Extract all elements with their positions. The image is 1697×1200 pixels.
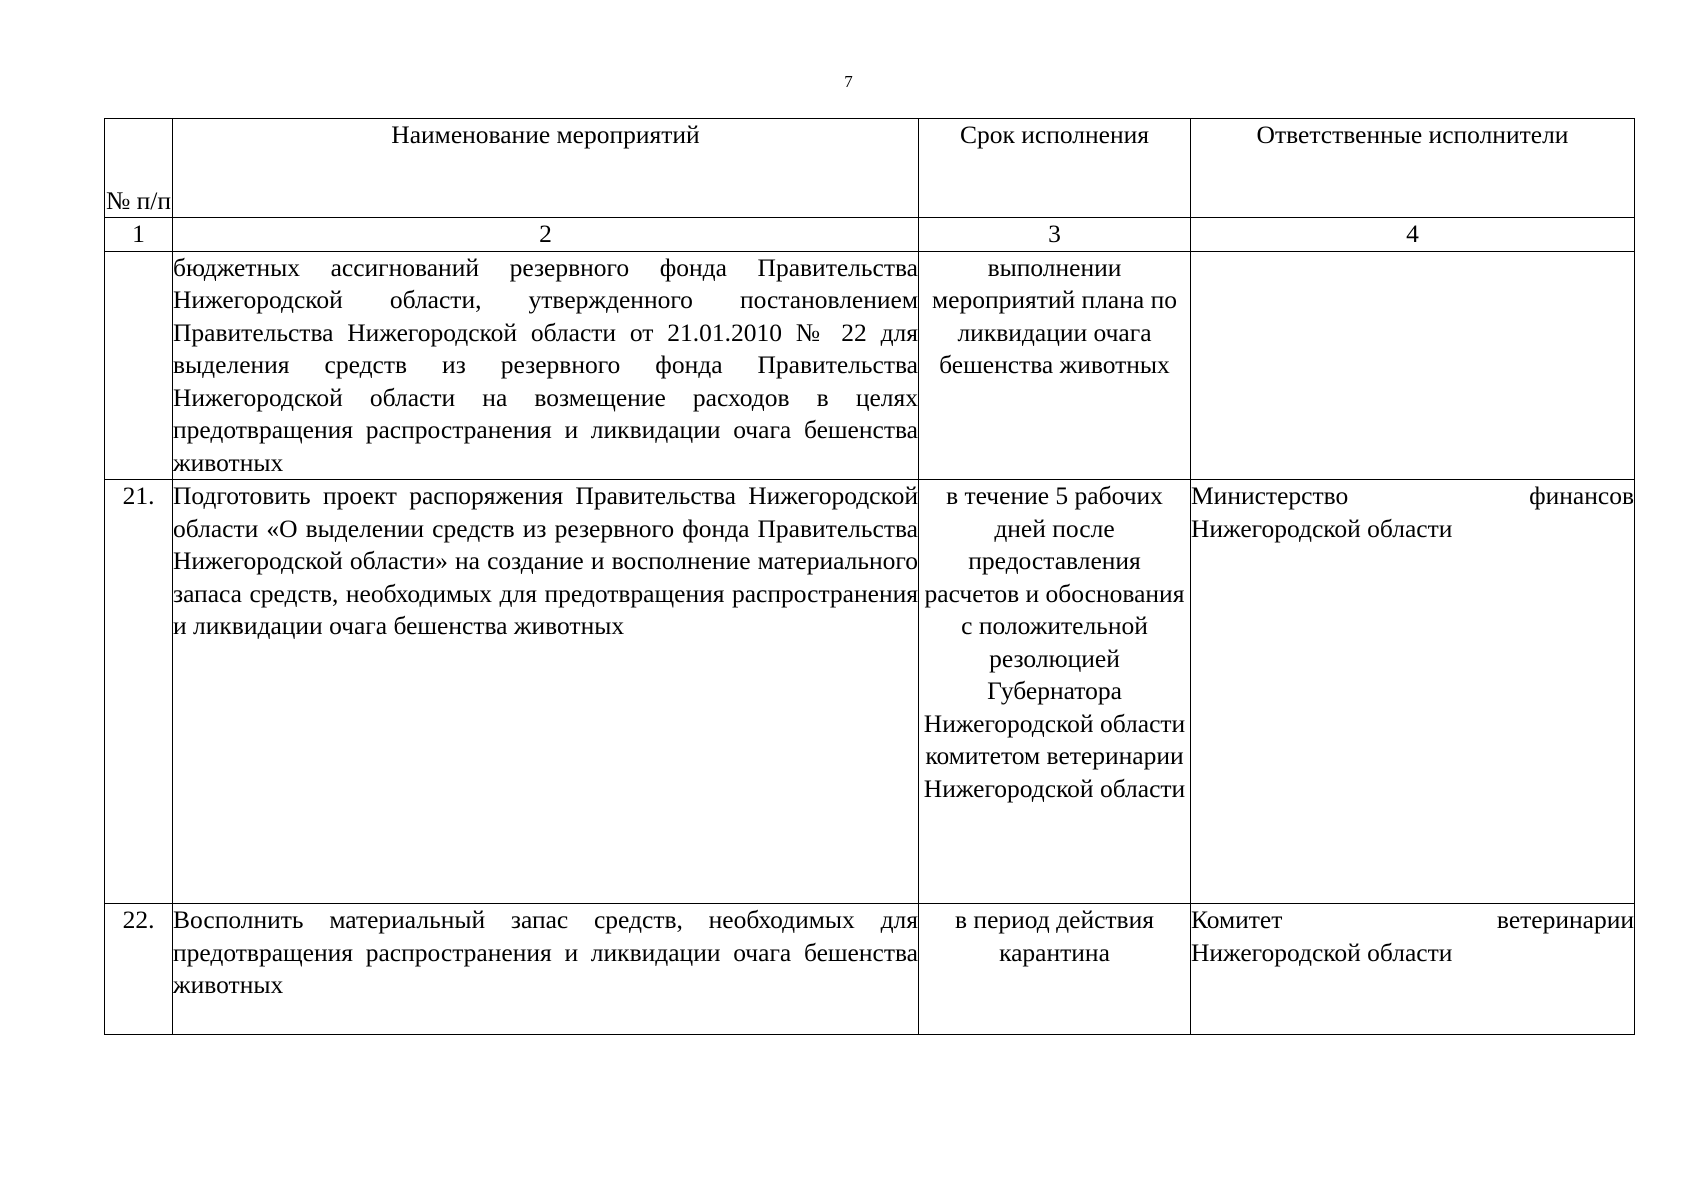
table-row: [105, 480, 1635, 904]
row-term: выполнении мероприятий плана по ликвидации очага бешенства животных: [919, 251, 1191, 480]
row-responsible: [1191, 904, 1635, 1035]
column-index: 4: [1191, 218, 1635, 252]
row-number: [105, 251, 173, 480]
header-term: Срок исполнения: [919, 119, 1191, 218]
table-row: [105, 904, 1635, 1035]
row-term: в период действия карантина: [919, 904, 1191, 1035]
row-number: 21.: [105, 480, 173, 904]
header-responsible: Ответственные исполнители: [1191, 119, 1635, 218]
responsible-line: Комитет ветеринарии: [1191, 905, 1634, 934]
row-measure: Подготовить проект распоряжения Правительства Нижегородской области «О выделении средств из резервного фонда Правительства Нижегородской области» на создание и восполнение материального запаса средств, необходимых для предотвращения распространения и ликвидации очага бешенства животных: [173, 480, 919, 904]
table-header-row: [105, 119, 1635, 218]
column-index-row: [105, 218, 1635, 252]
row-responsible: [1191, 251, 1635, 480]
responsible-line: Нижегородской области: [1191, 937, 1453, 967]
header-number: № п/п: [105, 119, 173, 218]
column-index: 3: [919, 218, 1191, 252]
page-number: 7: [844, 72, 853, 91]
responsible-line: Министерство финансов: [1191, 481, 1634, 510]
column-index: 2: [173, 218, 919, 252]
row-responsible: [1191, 480, 1635, 904]
row-term: в течение 5 рабочих дней после предоставления расчетов и обоснования с положительной резолюцией Губернатора Нижегородской области комитетом ветеринарии Нижегородской области: [919, 480, 1191, 904]
header-name: Наименование мероприятий: [173, 119, 919, 218]
row-measure: бюджетных ассигнований резервного фонда Правительства Нижегородской области, утвержденного постановлением Правительства Нижегородской области от 21.01.2010 № 22 для выделения средств из резервного фонда Правительства Нижегородской области на возмещение расходов в целях предотвращения распространения и ликвидации очага бешенства животных: [173, 251, 919, 480]
responsible-line: Нижегородской области: [1191, 513, 1453, 543]
column-index: 1: [105, 218, 173, 252]
row-number: 22.: [105, 904, 173, 1035]
measures-table: [104, 118, 1635, 1035]
row-measure: Восполнить материальный запас средств, необходимых для предотвращения распространения и ликвидации очага бешенства животных: [173, 904, 919, 1035]
table-row: [105, 251, 1635, 480]
